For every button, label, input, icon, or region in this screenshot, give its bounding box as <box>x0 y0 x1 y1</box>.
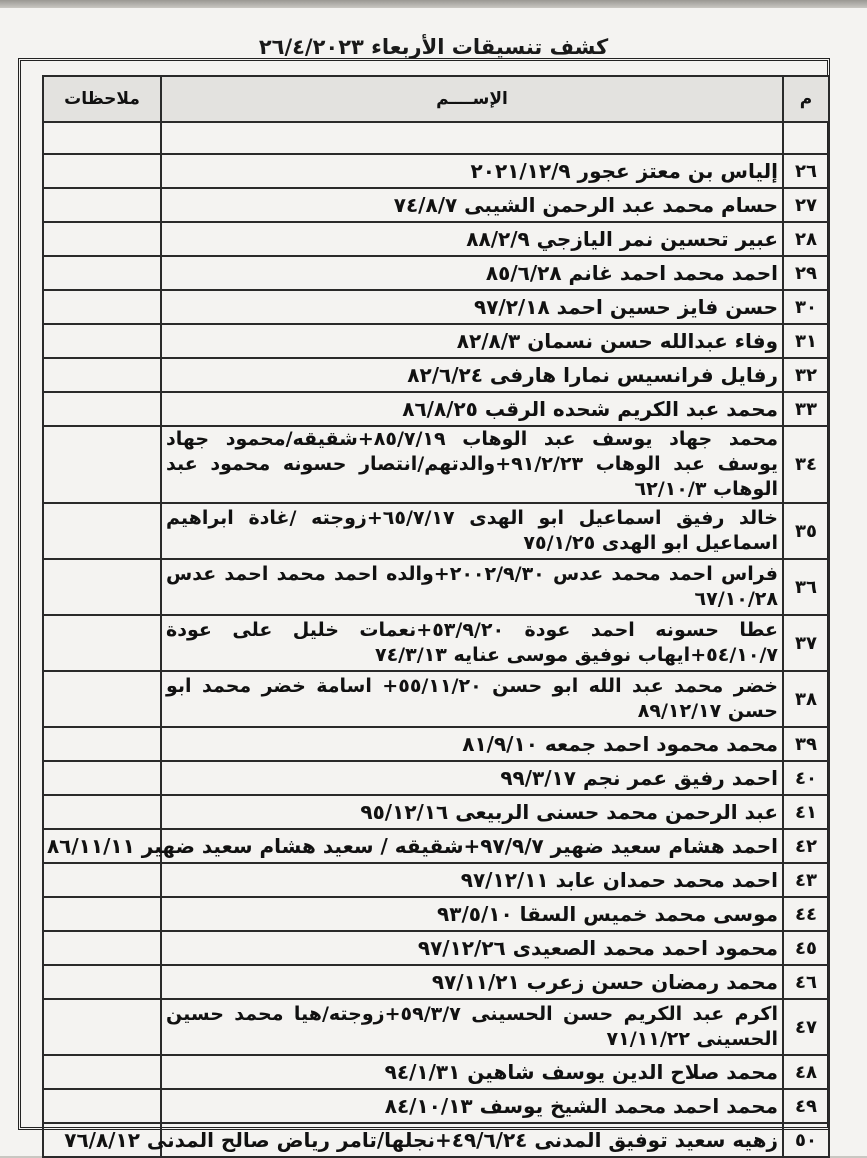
row-number: ٣٥ <box>783 503 829 559</box>
table-header-row <box>43 76 829 122</box>
row-name-entry: خضر محمد عبد الله ابو حسن ٥٥/١١/٢٠+ اسامة خضر محمد ابو حسن ٨٩/١٢/١٧ <box>161 671 783 727</box>
table-row <box>43 931 829 965</box>
blank-cell <box>43 122 161 154</box>
row-name-entry: زهيه سعيد توفيق المدنى ٤٩/٦/٢٤+نجلها/تامر رياض صالح المدنى ٧٦/٨/١٢ <box>161 1123 783 1157</box>
row-name-entry: رفايل فرانسيس نمارا هارفى ٨٢/٦/٢٤ <box>161 358 783 392</box>
row-number: ٤٥ <box>783 931 829 965</box>
row-notes-cell <box>43 154 161 188</box>
table-row <box>43 795 829 829</box>
blank-cell <box>783 122 829 154</box>
row-name-entry: محمد رمضان حسن زعرب ٩٧/١١/٢١ <box>161 965 783 999</box>
table-row <box>43 188 829 222</box>
row-number: ٣٧ <box>783 615 829 671</box>
header-name: الإســــم <box>161 76 783 122</box>
row-number: ٤٨ <box>783 1055 829 1089</box>
table-row <box>43 559 829 615</box>
page-title: كشف تنسيقات الأربعاء ٢٦/٤/٢٠٢٣ <box>258 35 609 59</box>
row-name-entry: محمود احمد محمد الصعيدى ٩٧/١٢/٢٦ <box>161 931 783 965</box>
row-number: ٢٩ <box>783 256 829 290</box>
row-number: ٤٠ <box>783 761 829 795</box>
names-table <box>42 75 830 1158</box>
table-row <box>43 1089 829 1123</box>
table-row <box>43 761 829 795</box>
row-name-entry: محمد جهاد يوسف عبد الوهاب ٨٥/٧/١٩+شقيقه/محمود جهاد يوسف عبد الوهاب ٩١/٢/٢٣+والدتهم/انتصار حسونه محمود عبد الوهاب ٦٢/١٠/٣ <box>161 426 783 503</box>
row-number: ٤٦ <box>783 965 829 999</box>
row-name-entry: وفاء عبدالله حسن نسمان ٨٢/٨/٣ <box>161 324 783 358</box>
blank-cell <box>161 122 783 154</box>
table-row <box>43 965 829 999</box>
row-number: ٤٣ <box>783 863 829 897</box>
table-row <box>43 829 829 863</box>
table-row <box>43 1123 829 1157</box>
row-number: ٣٦ <box>783 559 829 615</box>
row-notes-cell <box>43 1055 161 1089</box>
row-name-entry: عبير تحسين نمر اليازجي ٨٨/٢/٩ <box>161 222 783 256</box>
table-row <box>43 222 829 256</box>
row-notes-cell <box>43 965 161 999</box>
row-notes-cell <box>43 1089 161 1123</box>
table-row <box>43 1055 829 1089</box>
table-row <box>43 671 829 727</box>
row-name-entry: حسن فايز حسين احمد ٩٧/٢/١٨ <box>161 290 783 324</box>
row-notes-cell <box>43 324 161 358</box>
row-notes-cell <box>43 897 161 931</box>
row-number: ٣٣ <box>783 392 829 426</box>
row-name-entry: احمد محمد احمد غانم ٨٥/٦/٢٨ <box>161 256 783 290</box>
row-notes-cell <box>43 290 161 324</box>
row-number: ٣٢ <box>783 358 829 392</box>
row-number: ٤٧ <box>783 999 829 1055</box>
blank-row <box>43 122 829 154</box>
row-notes-cell <box>43 615 161 671</box>
row-notes-cell <box>43 671 161 727</box>
row-notes-cell <box>43 795 161 829</box>
table-row <box>43 863 829 897</box>
table-row <box>43 358 829 392</box>
table-row <box>43 290 829 324</box>
row-number: ٣٠ <box>783 290 829 324</box>
header-number: م <box>783 76 829 122</box>
row-number: ٣٨ <box>783 671 829 727</box>
row-name-entry: فراس احمد محمد عدس ٢٠٠٢/٩/٣٠+والده احمد محمد احمد عدس ٦٧/١٠/٢٨ <box>161 559 783 615</box>
row-notes-cell <box>43 761 161 795</box>
row-name-entry: حسام محمد عبد الرحمن الشيبى ٧٤/٨/٧ <box>161 188 783 222</box>
photo-top-edge <box>0 0 867 8</box>
table-row <box>43 897 829 931</box>
table-row <box>43 727 829 761</box>
row-number: ٣٤ <box>783 426 829 503</box>
row-number: ٣١ <box>783 324 829 358</box>
row-name-entry: محمد محمود احمد جمعه ٨١/٩/١٠ <box>161 727 783 761</box>
table-row <box>43 503 829 559</box>
row-notes-cell <box>43 256 161 290</box>
row-notes-cell <box>43 426 161 503</box>
row-number: ٤٢ <box>783 829 829 863</box>
row-notes-cell <box>43 358 161 392</box>
row-notes-cell <box>43 863 161 897</box>
row-name-entry: اكرم عبد الكريم حسن الحسينى ٥٩/٣/٧+زوجته/هيا محمد حسين الحسينى ٧١/١١/٢٢ <box>161 999 783 1055</box>
row-notes-cell <box>43 188 161 222</box>
row-name-entry: موسى محمد خميس السقا ٩٣/٥/١٠ <box>161 897 783 931</box>
row-number: ٤٤ <box>783 897 829 931</box>
row-name-entry: محمد احمد محمد الشيخ يوسف ٨٤/١٠/١٣ <box>161 1089 783 1123</box>
row-name-entry: إلياس بن معتز عجور ٢٠٢١/١٢/٩ <box>161 154 783 188</box>
table-row <box>43 426 829 503</box>
row-name-entry: عبد الرحمن محمد حسنى الربيعى ٩٥/١٢/١٦ <box>161 795 783 829</box>
row-notes-cell <box>43 931 161 965</box>
row-name-entry: خالد رفيق اسماعيل ابو الهدى ٦٥/٧/١٧+زوجته /غادة ابراهيم اسماعيل ابو الهدى ٧٥/١/٢٥ <box>161 503 783 559</box>
row-notes-cell <box>43 222 161 256</box>
table-row <box>43 999 829 1055</box>
row-name-entry: احمد محمد حمدان عابد ٩٧/١٢/١١ <box>161 863 783 897</box>
row-number: ٤١ <box>783 795 829 829</box>
row-notes-cell <box>43 392 161 426</box>
table-row <box>43 154 829 188</box>
row-number: ٢٦ <box>783 154 829 188</box>
header-notes: ملاحظات <box>43 76 161 122</box>
table-row <box>43 256 829 290</box>
row-name-entry: احمد رفيق عمر نجم ٩٩/٣/١٧ <box>161 761 783 795</box>
row-number: ٢٧ <box>783 188 829 222</box>
table-row <box>43 392 829 426</box>
row-number: ٣٩ <box>783 727 829 761</box>
table-row <box>43 324 829 358</box>
row-notes-cell <box>43 559 161 615</box>
row-name-entry: محمد عبد الكريم شحده الرقب ٨٦/٨/٢٥ <box>161 392 783 426</box>
row-number: ٢٨ <box>783 222 829 256</box>
row-notes-cell <box>43 727 161 761</box>
row-name-entry: عطا حسونه احمد عودة ٥٣/٩/٢٠+نعمات خليل على عودة ٥٤/١٠/٧+ايهاب نوفيق موسى عنايه ٧٤/٣/١٣ <box>161 615 783 671</box>
row-notes-cell <box>43 503 161 559</box>
row-notes-cell <box>43 999 161 1055</box>
row-number: ٥٠ <box>783 1123 829 1157</box>
table-row <box>43 615 829 671</box>
row-name-entry: محمد صلاح الدين يوسف شاهين ٩٤/١/٣١ <box>161 1055 783 1089</box>
row-name-entry: احمد هشام سعيد ضهير ٩٧/٩/٧+شقيقه / سعيد هشام سعيد ضهير ٨٦/١١/١١ <box>161 829 783 863</box>
row-number: ٤٩ <box>783 1089 829 1123</box>
